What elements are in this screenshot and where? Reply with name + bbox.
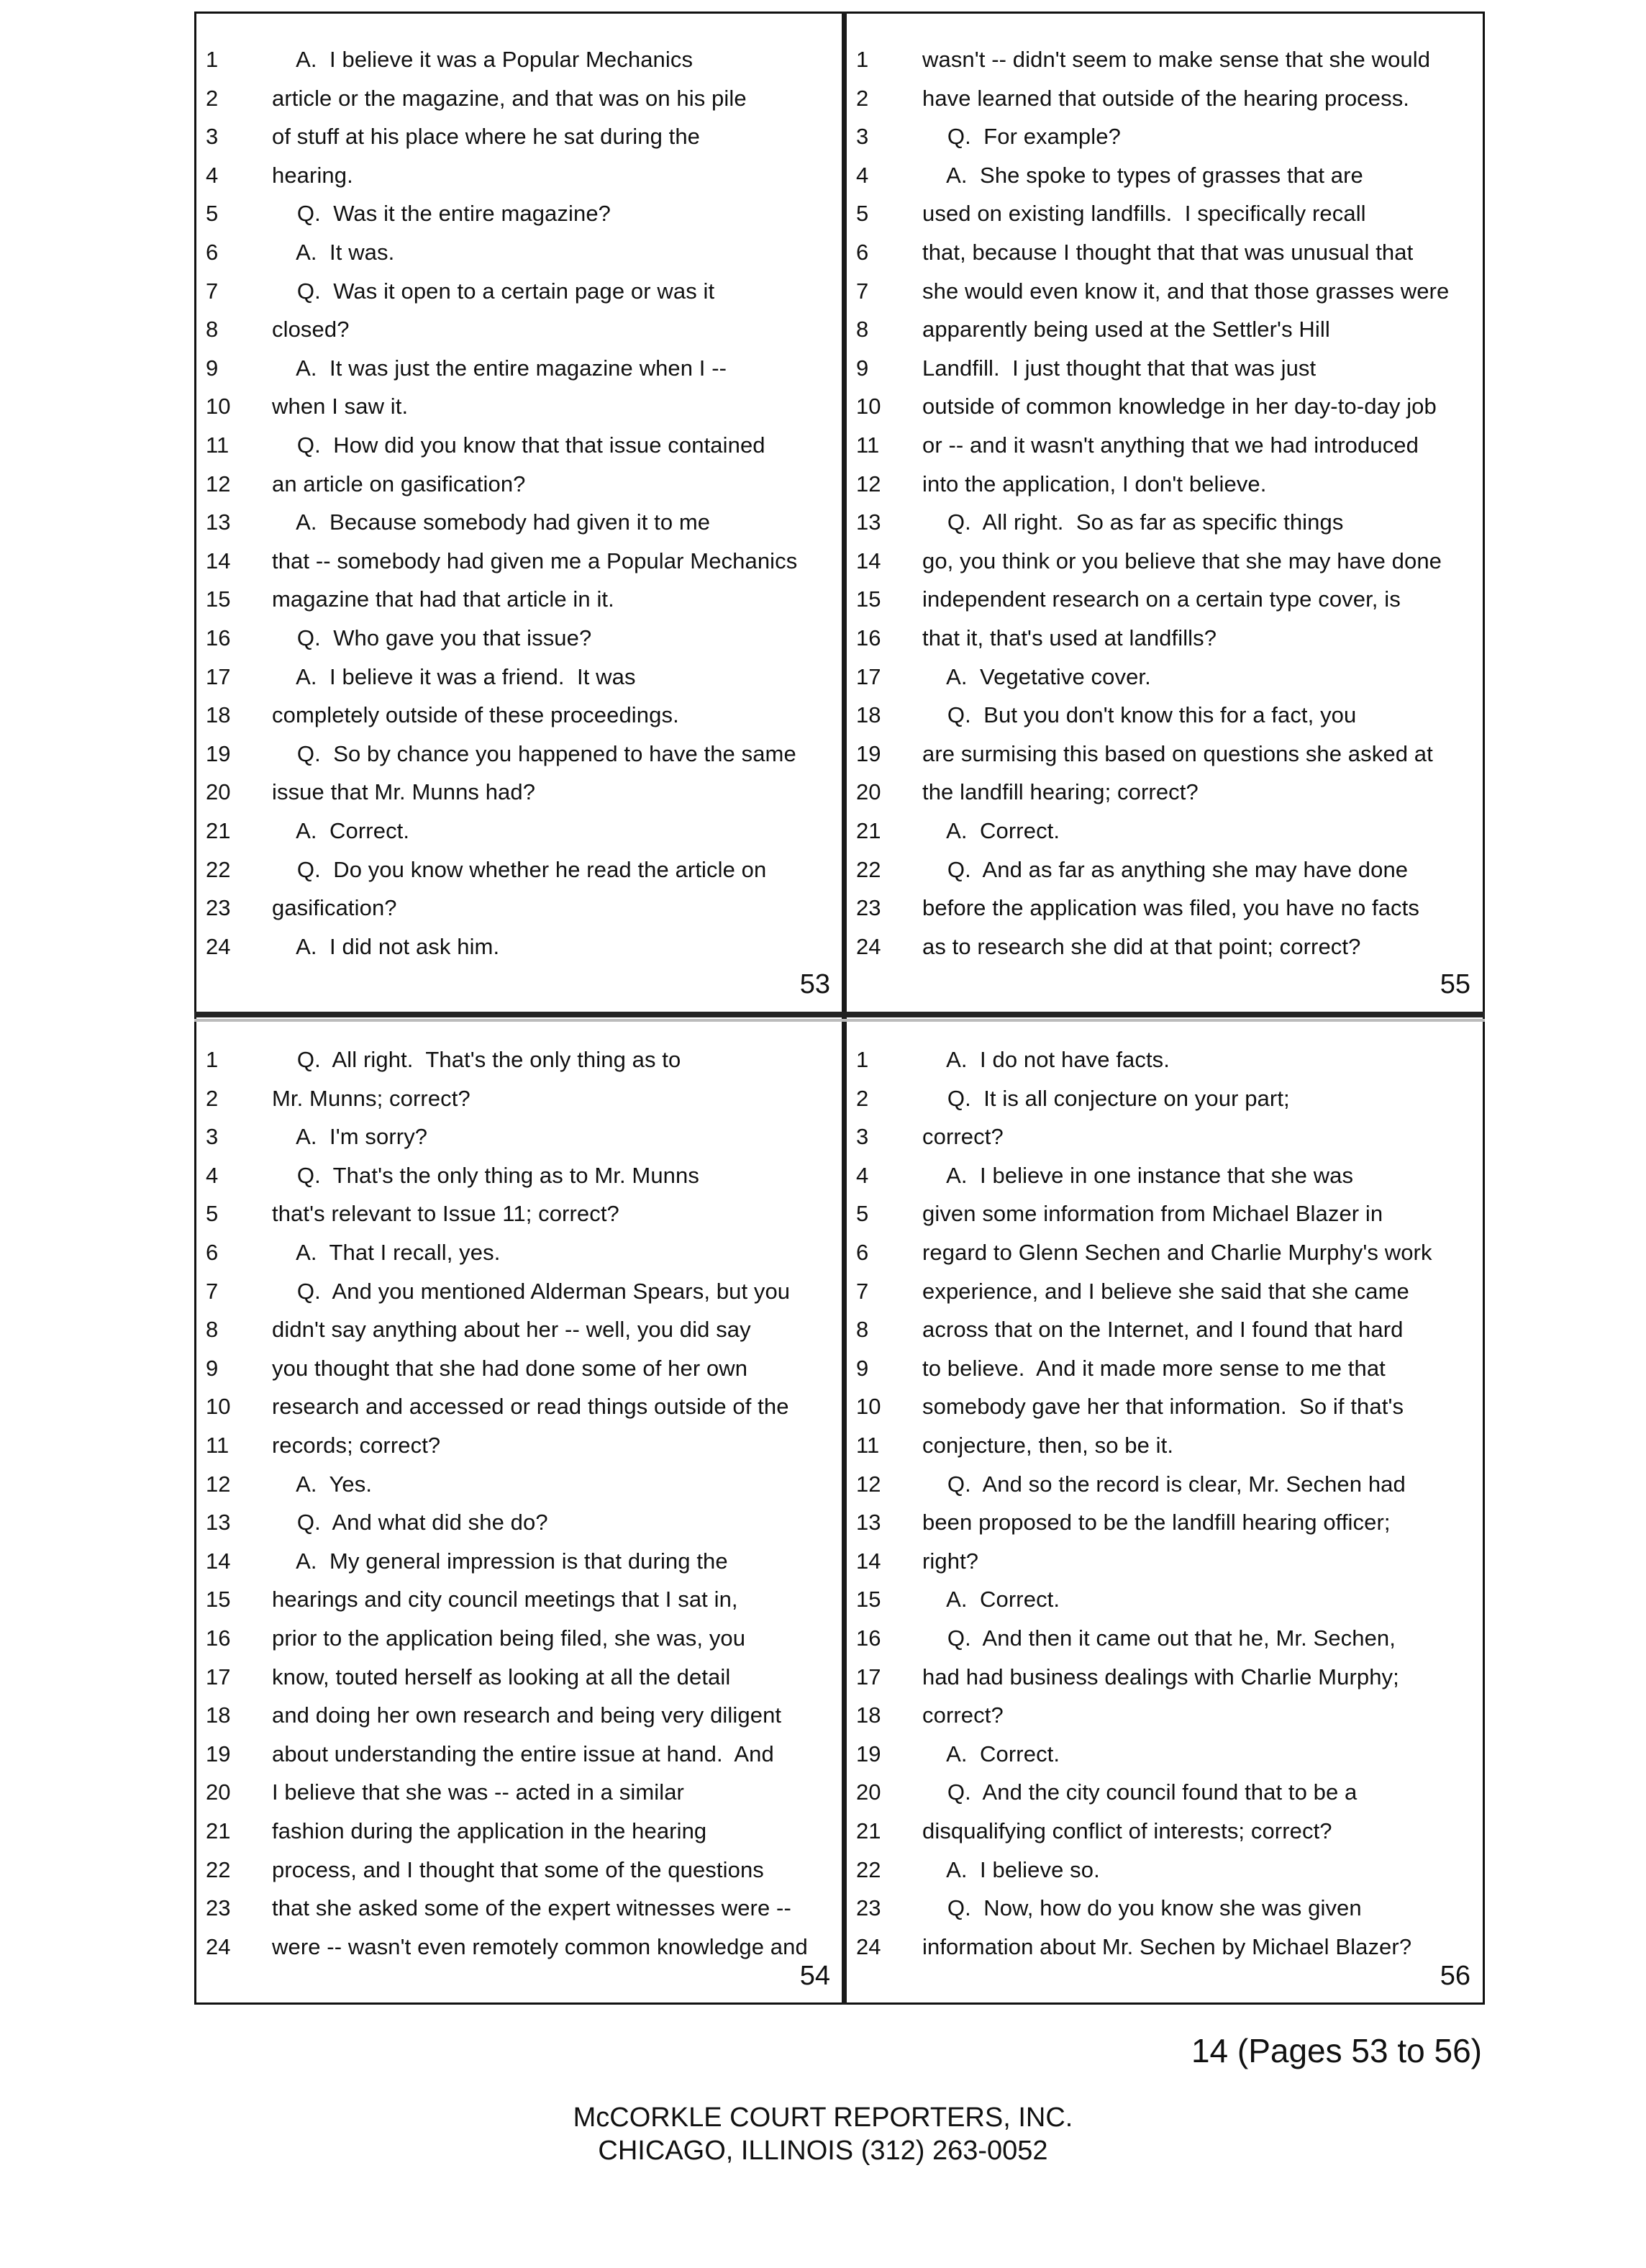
line-text: Q. And the city council found that to be a [922, 1779, 1358, 1805]
line-number: 20 [206, 779, 231, 805]
line-number: 18 [856, 702, 881, 728]
line-number: 9 [206, 1355, 219, 1381]
line-number: 24 [206, 1933, 231, 1959]
line-number: 7 [856, 1278, 869, 1304]
line-text: conjecture, then, so be it. [922, 1433, 1174, 1458]
line-text: Q. All right. That's the only thing as to [272, 1047, 681, 1072]
line-number: 11 [206, 432, 229, 458]
line-number: 13 [856, 509, 881, 535]
line-text: A. Correct. [272, 818, 410, 843]
line-text: A. It was. [272, 240, 395, 265]
pages-range-label: 14 (Pages 53 to 56) [1191, 2032, 1482, 2069]
line-text: A. Correct. [922, 818, 1060, 843]
line-number: 16 [856, 1625, 881, 1651]
line-number: 15 [206, 586, 231, 612]
line-number: 20 [206, 1779, 231, 1805]
line-number: 5 [206, 1201, 219, 1227]
line-text: Q. So by chance you happened to have the same [272, 740, 796, 766]
line-number: 8 [206, 317, 219, 343]
line-text: Q. And as far as anything she may have done [922, 856, 1409, 882]
line-text: Q. That's the only thing as to Mr. Munns [272, 1162, 699, 1188]
line-text: issue that Mr. Munns had? [272, 779, 536, 805]
line-text: gasification? [272, 895, 397, 921]
line-text: didn't say anything about her -- well, you did say [272, 1317, 751, 1343]
line-number: 12 [206, 1471, 231, 1497]
line-number: 4 [206, 162, 219, 188]
line-text: have learned that outside of the hearing process. [922, 85, 1410, 111]
line-text: A. Yes. [272, 1471, 373, 1497]
line-number: 11 [856, 1433, 880, 1458]
company-name: McCORKLE COURT REPORTERS, INC. [573, 2103, 1073, 2133]
line-number: 1 [856, 47, 869, 72]
line-number: 23 [206, 1895, 231, 1921]
line-text: Q. For example? [922, 124, 1121, 150]
line-text: research and accessed or read things outside of the [272, 1394, 789, 1420]
line-number: 6 [206, 240, 219, 265]
line-text: records; correct? [272, 1433, 441, 1458]
line-number: 17 [206, 663, 231, 689]
line-text: and doing her own research and being very diligent [272, 1702, 782, 1728]
line-number: 4 [856, 1162, 869, 1188]
line-text: somebody gave her that information. So if that's [922, 1394, 1404, 1420]
line-text: right? [922, 1548, 979, 1574]
line-number: 14 [856, 548, 881, 573]
line-number: 7 [206, 1278, 219, 1304]
line-text: Q. All right. So as far as specific things [922, 509, 1344, 535]
line-text: completely outside of these proceedings. [272, 702, 679, 728]
line-number: 24 [856, 1933, 881, 1959]
line-text: an article on gasification? [272, 471, 526, 496]
line-number: 17 [856, 1664, 881, 1689]
page-number-56: 56 [1440, 1961, 1470, 1991]
line-number: 20 [856, 779, 881, 805]
line-number: 4 [856, 162, 869, 188]
line-number: 12 [206, 471, 231, 496]
line-text: A. I believe it was a Popular Mechanics [272, 47, 694, 72]
line-text: prior to the application being filed, she was, you [272, 1625, 746, 1651]
line-text: process, and I thought that some of the questions [272, 1856, 764, 1882]
line-number: 24 [206, 933, 231, 959]
line-text: wasn't -- didn't seem to make sense that she would [922, 47, 1431, 72]
line-text: experience, and I believe she said that she came [922, 1278, 1409, 1304]
line-number: 2 [206, 85, 219, 111]
line-number: 18 [856, 1702, 881, 1728]
line-text: had had business dealings with Charlie Murphy; [922, 1664, 1399, 1689]
line-number: 12 [856, 471, 881, 496]
line-number: 3 [856, 124, 869, 150]
line-number: 10 [856, 1394, 881, 1420]
line-number: 18 [206, 1702, 231, 1728]
line-number: 9 [856, 1355, 869, 1381]
line-text: A. She spoke to types of grasses that are [922, 162, 1363, 188]
line-text: when I saw it. [272, 394, 409, 419]
line-text: A. I believe in one instance that she was [922, 1162, 1354, 1188]
line-number: 15 [856, 1587, 881, 1612]
line-text: used on existing landfills. I specifically recall [922, 201, 1366, 227]
line-text: of stuff at his place where he sat during the [272, 124, 701, 150]
line-text: A. My general impression is that during the [272, 1548, 728, 1574]
page-number-53: 53 [799, 969, 830, 999]
line-text: Q. Who gave you that issue? [272, 625, 592, 650]
page-number-55: 55 [1440, 969, 1470, 999]
line-text: A. I'm sorry? [272, 1124, 428, 1150]
line-number: 6 [206, 1240, 219, 1265]
line-number: 14 [206, 548, 231, 573]
line-text: Q. Was it open to a certain page or was it [272, 278, 715, 304]
line-text: article or the magazine, and that was on his pile [272, 85, 747, 111]
line-text: outside of common knowledge in her day-to-day job [922, 394, 1437, 419]
line-text: you thought that she had done some of her own [272, 1355, 748, 1381]
line-number: 6 [856, 1240, 869, 1265]
line-text: A. I do not have facts. [922, 1047, 1170, 1072]
line-text: that's relevant to Issue 11; correct? [272, 1201, 619, 1227]
line-number: 12 [856, 1471, 881, 1497]
line-number: 21 [856, 818, 881, 843]
horizontal-divider [194, 1012, 1485, 1017]
line-number: 10 [856, 394, 881, 419]
page-number-54: 54 [799, 1961, 830, 1991]
line-number: 8 [206, 1317, 219, 1343]
line-text: that, because I thought that that was unusual that [922, 240, 1414, 265]
company-location-phone: CHICAGO, ILLINOIS (312) 263-0052 [598, 2136, 1048, 2166]
line-text: that it, that's used at landfills? [922, 625, 1217, 650]
line-number: 1 [206, 1047, 219, 1072]
line-text: Q. But you don't know this for a fact, you [922, 702, 1357, 728]
line-text: given some information from Michael Blazer in [922, 1201, 1383, 1227]
line-text: that -- somebody had given me a Popular Mechanics [272, 548, 798, 573]
line-number: 13 [206, 1510, 231, 1536]
line-text: as to research she did at that point; correct? [922, 933, 1361, 959]
line-number: 19 [856, 1741, 881, 1766]
line-text: A. That I recall, yes. [272, 1240, 501, 1265]
line-text: Q. And you mentioned Alderman Spears, but you [272, 1278, 791, 1304]
line-text: magazine that had that article in it. [272, 586, 614, 612]
line-number: 21 [206, 1818, 231, 1843]
line-number: 9 [856, 355, 869, 381]
line-number: 6 [856, 240, 869, 265]
line-number: 3 [856, 1124, 869, 1150]
line-number: 14 [206, 1548, 231, 1574]
line-text: Q. Do you know whether he read the article on [272, 856, 767, 882]
line-text: Q. Was it the entire magazine? [272, 201, 611, 227]
line-number: 5 [856, 1201, 869, 1227]
line-number: 3 [206, 124, 219, 150]
line-text: A. I believe so. [922, 1856, 1100, 1882]
line-number: 7 [856, 278, 869, 304]
line-number: 2 [856, 1085, 869, 1111]
line-text: she would even know it, and that those grasses were [922, 278, 1450, 304]
line-number: 16 [856, 625, 881, 650]
line-text: independent research on a certain type cover, is [922, 586, 1401, 612]
line-number: 7 [206, 278, 219, 304]
line-number: 15 [856, 586, 881, 612]
line-number: 16 [206, 625, 231, 650]
line-number: 19 [206, 1741, 231, 1766]
line-text: or -- and it wasn't anything that we had introduced [922, 432, 1419, 458]
line-number: 2 [856, 85, 869, 111]
line-number: 20 [856, 1779, 881, 1805]
line-number: 19 [856, 740, 881, 766]
line-text: to believe. And it made more sense to me that [922, 1355, 1386, 1381]
line-number: 8 [856, 1317, 869, 1343]
line-text: been proposed to be the landfill hearing officer; [922, 1510, 1391, 1536]
line-number: 10 [206, 394, 231, 419]
line-number: 21 [856, 1818, 881, 1843]
line-number: 22 [206, 1856, 231, 1882]
line-number: 4 [206, 1162, 219, 1188]
line-number: 17 [206, 1664, 231, 1689]
line-text: across that on the Internet, and I found that hard [922, 1317, 1404, 1343]
line-number: 11 [856, 432, 880, 458]
line-number: 23 [856, 1895, 881, 1921]
line-text: disqualifying conflict of interests; correct? [922, 1818, 1332, 1843]
line-number: 5 [206, 201, 219, 227]
line-number: 22 [856, 856, 881, 882]
line-text: Q. And so the record is clear, Mr. Sechen had [922, 1471, 1406, 1497]
line-number: 1 [206, 47, 219, 72]
line-text: A. Correct. [922, 1741, 1060, 1766]
line-text: before the application was filed, you have no facts [922, 895, 1419, 921]
line-text: apparently being used at the Settler's Hill [922, 317, 1330, 343]
court-reporter-info [0, 2101, 1646, 2167]
line-text: Q. And then it came out that he, Mr. Sechen, [922, 1625, 1396, 1651]
line-number: 19 [206, 740, 231, 766]
line-number: 13 [206, 509, 231, 535]
line-number: 13 [856, 1510, 881, 1536]
line-text: are surmising this based on questions she asked at [922, 740, 1433, 766]
line-text: about understanding the entire issue at hand. And [272, 1741, 774, 1766]
line-text: into the application, I don't believe. [922, 471, 1267, 496]
line-text: Landfill. I just thought that that was just [922, 355, 1317, 381]
line-text: A. I believe it was a friend. It was [272, 663, 636, 689]
line-text: Mr. Munns; correct? [272, 1085, 470, 1111]
line-number: 24 [856, 933, 881, 959]
line-text: regard to Glenn Sechen and Charlie Murphy's work [922, 1240, 1432, 1265]
line-text: the landfill hearing; correct? [922, 779, 1199, 805]
line-text: hearing. [272, 162, 353, 188]
line-number: 15 [206, 1587, 231, 1612]
line-number: 10 [206, 1394, 231, 1420]
line-number: 8 [856, 317, 869, 343]
line-number: 18 [206, 702, 231, 728]
line-text: know, touted herself as looking at all the detail [272, 1664, 731, 1689]
line-text: correct? [922, 1124, 1004, 1150]
line-text: hearings and city council meetings that I sat in, [272, 1587, 738, 1612]
line-number: 3 [206, 1124, 219, 1150]
line-number: 9 [206, 355, 219, 381]
line-text: correct? [922, 1702, 1004, 1728]
line-number: 16 [206, 1625, 231, 1651]
line-text: A. I did not ask him. [272, 933, 500, 959]
line-text: go, you think or you believe that she may have done [922, 548, 1442, 573]
line-number: 2 [206, 1085, 219, 1111]
line-number: 22 [206, 856, 231, 882]
line-number: 22 [856, 1856, 881, 1882]
line-number: 23 [206, 895, 231, 921]
line-text: closed? [272, 317, 350, 343]
horizontal-divider-shadow [194, 1019, 1485, 1022]
line-number: 21 [206, 818, 231, 843]
line-text: A. It was just the entire magazine when I -- [272, 355, 727, 381]
line-number: 23 [856, 895, 881, 921]
line-text: Q. Now, how do you know she was given [922, 1895, 1362, 1921]
line-number: 17 [856, 663, 881, 689]
line-text: A. Because somebody had given it to me [272, 509, 711, 535]
line-text: fashion during the application in the hearing [272, 1818, 707, 1843]
line-text: Q. It is all conjecture on your part; [922, 1085, 1290, 1111]
line-text: were -- wasn't even remotely common knowledge and [272, 1933, 808, 1959]
line-text: that she asked some of the expert witnesses were -- [272, 1895, 791, 1921]
line-number: 1 [856, 1047, 869, 1072]
line-text: A. Correct. [922, 1587, 1060, 1612]
line-text: I believe that she was -- acted in a similar [272, 1779, 684, 1805]
vertical-divider [842, 12, 847, 2005]
line-text: A. Vegetative cover. [922, 663, 1151, 689]
line-number: 11 [206, 1433, 229, 1458]
line-number: 5 [856, 201, 869, 227]
line-text: Q. And what did she do? [272, 1510, 548, 1536]
line-text: information about Mr. Sechen by Michael Blazer? [922, 1933, 1412, 1959]
line-number: 14 [856, 1548, 881, 1574]
line-text: Q. How did you know that that issue contained [272, 432, 765, 458]
